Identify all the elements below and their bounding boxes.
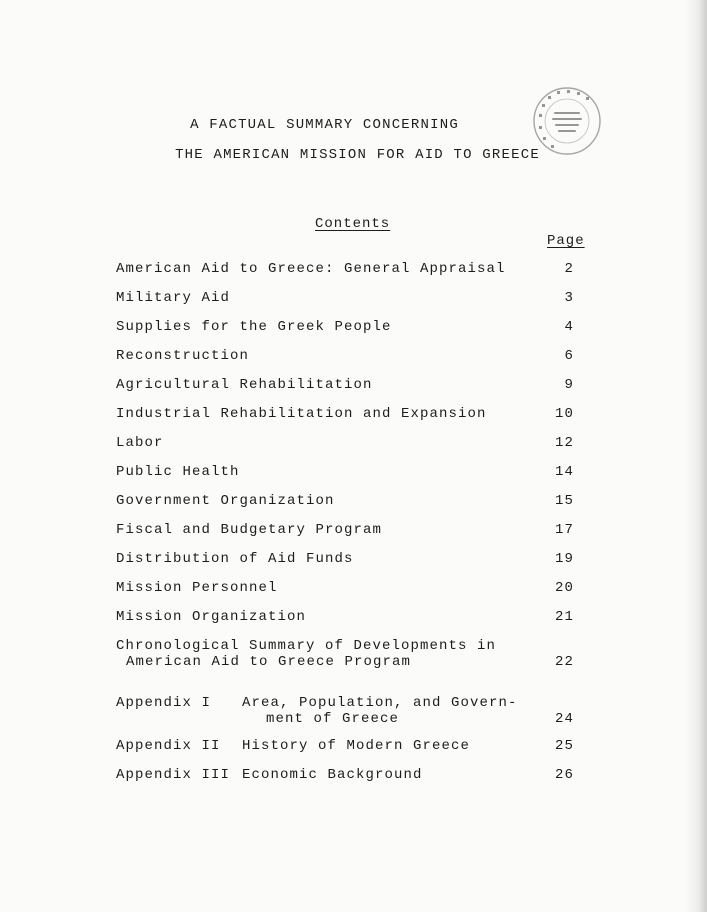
toc-entry-label: American Aid to Greece: General Appraisal — [116, 261, 506, 277]
toc-entry-page: 19 — [554, 551, 574, 567]
appendix-page: 26 — [554, 767, 574, 783]
appendix-page: 24 — [554, 711, 574, 727]
toc-entry-page: 3 — [564, 290, 574, 306]
page-column-heading: Page — [547, 233, 585, 249]
toc-entry-page: 17 — [554, 522, 574, 538]
toc-entry-label: Supplies for the Greek People — [116, 319, 392, 335]
toc-entry-page: 15 — [554, 493, 574, 509]
appendix-number: Appendix III — [116, 767, 231, 783]
toc-entry-label: Industrial Rehabilitation and Expansion — [116, 406, 487, 422]
toc-entry-page: 6 — [564, 348, 574, 364]
toc-entry-page: 14 — [554, 464, 574, 480]
appendix-title: Area, Population, and Govern- — [242, 695, 518, 711]
toc-entry-label: Reconstruction — [116, 348, 250, 364]
appendix-page: 25 — [554, 738, 574, 754]
toc-entry-page: 4 — [564, 319, 574, 335]
toc-entry-label: Chronological Summary of Developments in — [116, 638, 497, 654]
document-title-line-1: A FACTUAL SUMMARY CONCERNING — [190, 117, 459, 133]
toc-entry-page: 22 — [554, 654, 574, 670]
toc-entry-label: Labor — [116, 435, 164, 451]
toc-entry-label: Military Aid — [116, 290, 231, 306]
appendix-number: Appendix II — [116, 738, 221, 754]
document-title-line-2: THE AMERICAN MISSION FOR AID TO GREECE — [175, 147, 540, 163]
appendix-title-continued: ment of Greece — [266, 711, 400, 727]
toc-entry-label: Public Health — [116, 464, 240, 480]
toc-entry-page: 12 — [554, 435, 574, 451]
toc-entry-page: 10 — [554, 406, 574, 422]
toc-entry-label: Mission Organization — [116, 609, 307, 625]
appendix-title: History of Modern Greece — [242, 738, 471, 754]
appendix-title: Economic Background — [242, 767, 423, 783]
toc-entry-label: Fiscal and Budgetary Program — [116, 522, 383, 538]
toc-entry-label: Agricultural Rehabilitation — [116, 377, 373, 393]
toc-entry-page: 2 — [564, 261, 574, 277]
appendix-number: Appendix I — [116, 695, 212, 711]
toc-entry-page: 21 — [554, 609, 574, 625]
toc-entry-label-continued: American Aid to Greece Program — [126, 654, 412, 670]
contents-heading: Contents — [315, 216, 391, 232]
toc-entry-page: 9 — [564, 377, 574, 393]
toc-entry-label: Mission Personnel — [116, 580, 278, 596]
toc-entry-page: 20 — [554, 580, 574, 596]
toc-entry-label: Distribution of Aid Funds — [116, 551, 354, 567]
toc-entry-label: Government Organization — [116, 493, 335, 509]
